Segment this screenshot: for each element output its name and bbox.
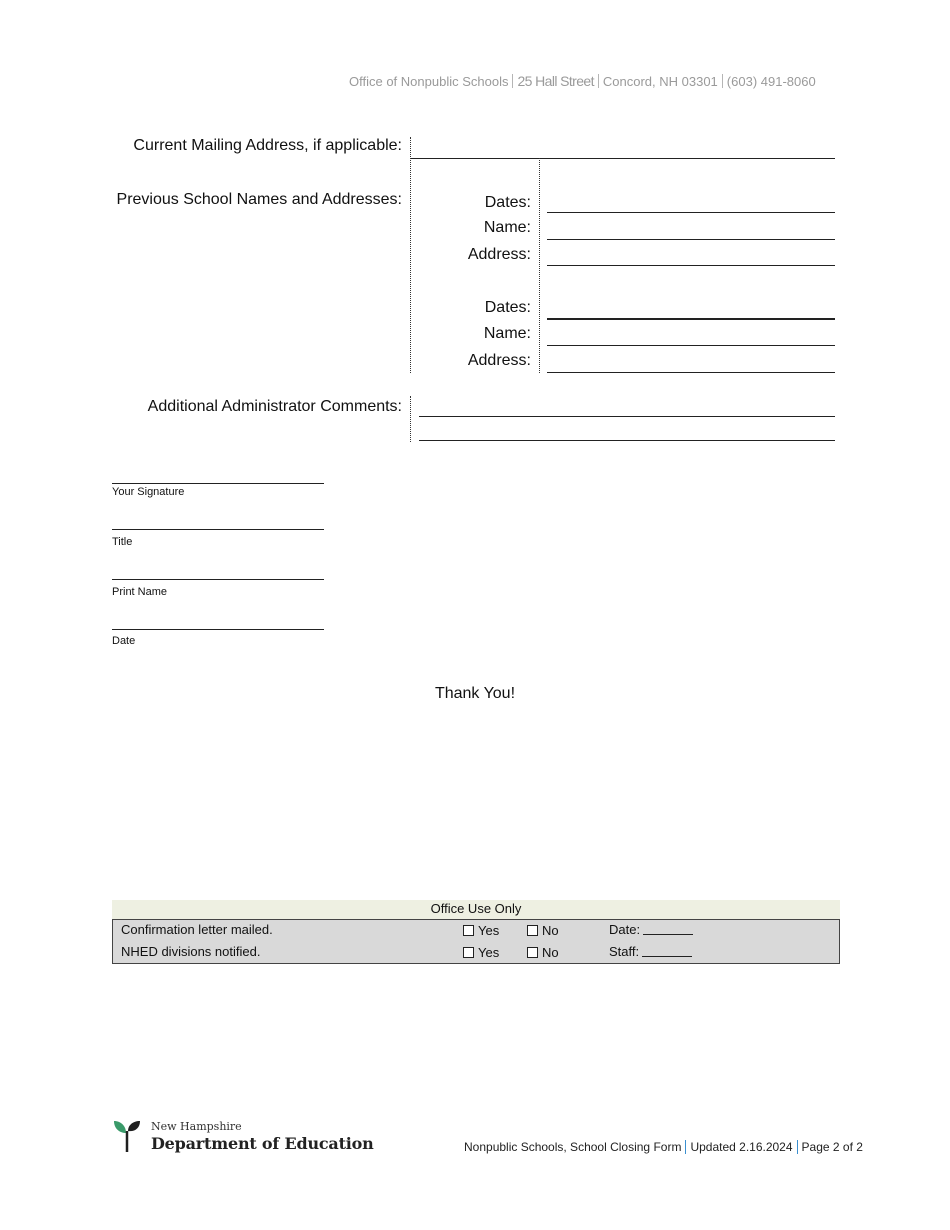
updated-date: Updated 2.16.2024	[690, 1140, 793, 1154]
date-entry-blank[interactable]	[643, 924, 693, 935]
checkbox-square[interactable]	[463, 947, 474, 958]
mailing-address-field[interactable]	[411, 158, 835, 159]
staff-entry[interactable]	[609, 944, 692, 959]
date-entry[interactable]	[609, 922, 693, 937]
previous-schools-label: Previous School Names and Addresses:	[116, 191, 402, 208]
office-use-heading: Office Use Only	[112, 900, 840, 919]
yes-checkbox[interactable]	[463, 945, 499, 960]
no-checkbox[interactable]	[527, 945, 559, 960]
letterhead	[349, 73, 816, 89]
form-name: Nonpublic Schools, School Closing Form	[464, 1140, 682, 1154]
divider	[512, 74, 513, 88]
no-checkbox[interactable]	[527, 923, 559, 938]
mailing-address-label: Current Mailing Address, if applicable:	[133, 137, 402, 154]
logo-department-name: Department of Education	[151, 1134, 374, 1153]
date-field[interactable]	[112, 629, 324, 630]
staff-entry-blank[interactable]	[642, 946, 692, 957]
name-label: Name:	[483, 325, 531, 342]
no-label: No	[542, 945, 559, 960]
office-row-label: Confirmation letter mailed.	[121, 922, 273, 937]
print-name-caption: Print Name	[112, 586, 168, 598]
comments-field-line-1[interactable]	[419, 416, 835, 417]
office-use-table	[112, 919, 840, 964]
phone-number: (603) 491-8060	[726, 74, 816, 89]
print-name-field[interactable]	[112, 579, 324, 580]
page-number: Page 2 of 2	[801, 1140, 863, 1154]
signature-field[interactable]	[112, 483, 324, 484]
dates-field[interactable]	[547, 318, 835, 320]
yes-checkbox[interactable]	[463, 923, 499, 938]
divider	[722, 74, 723, 88]
divider	[685, 1140, 686, 1154]
dates-label: Dates:	[484, 299, 531, 316]
title-field[interactable]	[112, 529, 324, 530]
comments-divider	[410, 396, 411, 442]
subform-divider	[539, 158, 540, 373]
yes-label: Yes	[478, 923, 500, 938]
dates-field[interactable]	[547, 212, 835, 213]
office-row-label: NHED divisions notified.	[121, 944, 261, 959]
checkbox-square[interactable]	[463, 925, 474, 936]
name-field[interactable]	[547, 239, 835, 240]
no-label: No	[542, 923, 559, 938]
signature-caption: Your Signature	[112, 486, 185, 498]
address-label: Address:	[467, 352, 531, 369]
footer-info	[464, 1140, 863, 1154]
sprout-logo-icon	[112, 1119, 142, 1153]
name-field[interactable]	[547, 345, 835, 346]
name-label: Name:	[483, 219, 531, 236]
comments-field-line-2[interactable]	[419, 440, 835, 441]
staff-entry-label: Staff:	[609, 944, 640, 959]
dates-label: Dates:	[484, 194, 531, 211]
checkbox-square[interactable]	[527, 947, 538, 958]
thank-you-text: Thank You!	[434, 685, 516, 702]
address-field[interactable]	[547, 372, 835, 373]
office-name: Office of Nonpublic Schools	[349, 74, 509, 89]
address-field[interactable]	[547, 265, 835, 266]
yes-label: Yes	[478, 945, 500, 960]
title-caption: Title	[112, 536, 133, 548]
logo-state-name: New Hampshire	[151, 1120, 242, 1133]
city-address: Concord, NH 03301	[602, 74, 718, 89]
address-label: Address:	[467, 246, 531, 263]
date-caption: Date	[112, 635, 136, 647]
street-address: 25 Hall Street	[517, 73, 594, 89]
comments-label: Additional Administrator Comments:	[147, 398, 402, 415]
divider	[598, 74, 599, 88]
date-entry-label: Date:	[609, 922, 641, 937]
divider	[797, 1140, 798, 1154]
checkbox-square[interactable]	[527, 925, 538, 936]
